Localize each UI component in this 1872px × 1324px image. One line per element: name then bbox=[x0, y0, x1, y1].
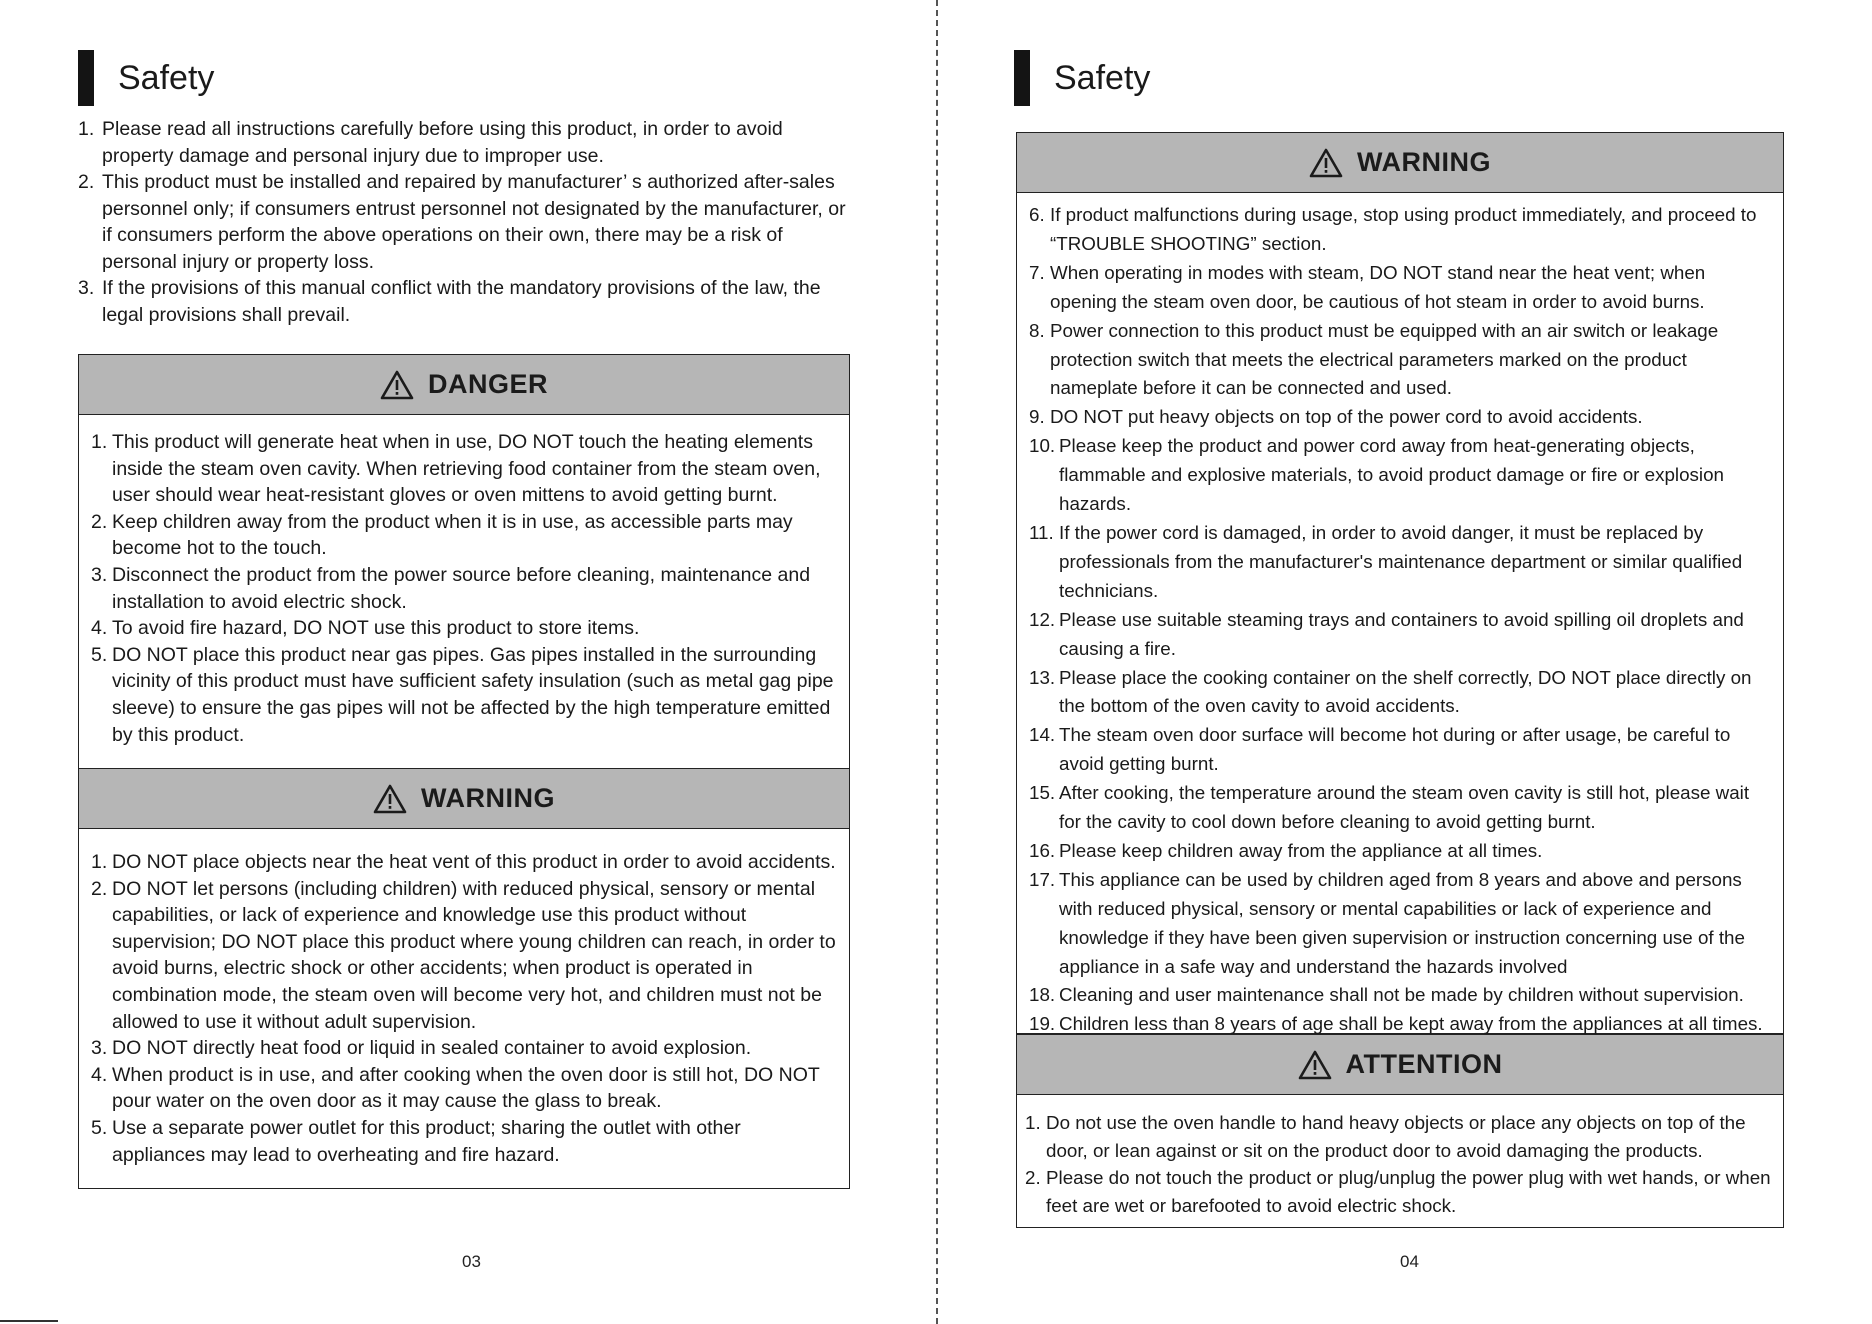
heading-bar bbox=[78, 50, 94, 106]
list-item: 6. If product malfunctions during usage, stop using product immediately, and proceed to “TROUBLE SHOOTING” section. bbox=[1029, 204, 1757, 254]
right-page-heading bbox=[1014, 50, 1150, 106]
list-item: 7. When operating in modes with steam, DO NOT stand near the heat vent; when opening the steam oven door, be cautious of hot steam in order to avoid burns. bbox=[1029, 261, 1706, 312]
list-item: 17. This appliance can be used by children aged from 8 years and above and persons with reduced physical, sensory or mental capabilities or lack of experience and knowledge if they have been given supervision or instruction concerning use of the appliance in a safe way and understand the hazards involved bbox=[1029, 868, 1745, 977]
list-item: 5. DO NOT place this product near gas pipes. Gas pipes installed in the surrounding vicinity of this product must have sufficient safety insulation (such as metal gag pipe sleeve) to ensure the gas pipes will not be affected by the high temperature emitted by this product. bbox=[91, 643, 834, 746]
warning-header bbox=[79, 769, 849, 829]
warning-triangle-icon bbox=[1309, 148, 1343, 178]
warning-title: WARNING bbox=[421, 783, 555, 813]
list-item: 8. Power connection to this product must be equipped with an air switch or leakage protection switch that meets the electrical parameters marked on the product nameplate before it can be connected and used. bbox=[1029, 319, 1719, 399]
warning-triangle-icon bbox=[373, 784, 407, 814]
attention-title: ATTENTION bbox=[1345, 1049, 1503, 1079]
list-item: 2. Keep children away from the product when it is in use, as accessible parts may become hot to the touch. bbox=[91, 510, 793, 560]
page-number: 04 bbox=[1400, 1252, 1419, 1271]
warning-triangle-icon bbox=[380, 370, 414, 400]
list-item: 2. Please do not touch the product or plug/unplug the power plug with wet hands, or when feet are wet or barefooted to avoid electric shock. bbox=[1025, 1167, 1771, 1216]
list-item: 4. When product is in use, and after cooking when the oven door is still hot, DO NOT pour water on the oven door as it may cause the glass to break. bbox=[91, 1063, 820, 1113]
page-title: Safety bbox=[1054, 58, 1151, 97]
page-number: 03 bbox=[462, 1252, 481, 1271]
list-item: 5. Use a separate power outlet for this product; sharing the outlet with other appliances may lead to overheating and fire hazard. bbox=[91, 1116, 741, 1166]
list-item: 12. Please use suitable steaming trays and containers to avoid spilling oil droplets and causing a fire. bbox=[1029, 608, 1744, 659]
attention-box bbox=[1016, 1034, 1784, 1228]
list-item: 1. DO NOT place objects near the heat vent of this product in order to avoid accidents. bbox=[91, 851, 836, 873]
list-item: 1. This product will generate heat when in use, DO NOT touch the heating elements inside the steam oven cavity. When retrieving food container from the steam oven, user should wear heat-resistant gloves or oven mittens to avoid getting burnt. bbox=[91, 431, 821, 507]
list-item: 14. The steam oven door surface will become hot during or after usage, be careful to avoid getting burnt. bbox=[1029, 724, 1731, 775]
list-item: 16. Please keep children away from the appliance at all times. bbox=[1029, 839, 1543, 861]
list-item: 3. DO NOT directly heat food or liquid in sealed container to avoid explosion. bbox=[91, 1037, 752, 1060]
warning-box bbox=[78, 768, 850, 1189]
danger-body bbox=[79, 415, 849, 748]
warning-triangle-icon bbox=[1298, 1050, 1332, 1080]
danger-header bbox=[79, 355, 849, 415]
danger-box bbox=[78, 354, 850, 770]
intro-list bbox=[78, 116, 850, 328]
list-item: 18. Cleaning and user maintenance shall not be made by children without supervision. bbox=[1029, 984, 1744, 1006]
list-item: 11. If the power cord is damaged, in order to avoid danger, it must be replaced by professionals from the manufacturer's maintenance department or similar qualified technicians. bbox=[1029, 521, 1743, 601]
list-item: 2. This product must be installed and repaired by manufacturer’ s authorized after-sales personnel only; if consumers entrust personnel not designated by the manufacturer, or if consumers perform the above operations on their own, there may be a risk of personal injury or property loss. bbox=[78, 171, 846, 273]
warning-body bbox=[79, 829, 849, 1168]
list-item: 4. To avoid fire hazard, DO NOT use this product to store items. bbox=[91, 617, 640, 640]
scan-mark bbox=[0, 1320, 58, 1322]
list-item: 3. Disconnect the product from the power source before cleaning, maintenance and installation to avoid electric shock. bbox=[91, 563, 811, 613]
attention-body bbox=[1017, 1095, 1783, 1219]
left-page bbox=[0, 0, 935, 1324]
warning-body bbox=[1017, 193, 1783, 1039]
warning-header bbox=[1017, 133, 1783, 193]
warning-box bbox=[1016, 132, 1784, 1034]
danger-title: DANGER bbox=[427, 369, 548, 399]
list-item: 10. Please keep the product and power cord away from heat-generating objects, flammable and explosive materials, to avoid product damage or fire or explosion hazards. bbox=[1029, 435, 1724, 515]
list-item: 1. Do not use the oven handle to hand heavy objects or place any objects on top of the door, or lean against or sit on the product door to avoid damaging the products. bbox=[1025, 1112, 1746, 1161]
list-item: 19. Children less than 8 years of age shall be kept away from the appliances at all times. bbox=[1029, 1013, 1763, 1035]
left-page-heading bbox=[78, 50, 214, 106]
list-item: 13. Please place the cooking container on the shelf correctly, DO NOT place directly on the bottom of the oven cavity to avoid accidents. bbox=[1029, 666, 1752, 717]
warning-title: WARNING bbox=[1357, 147, 1491, 177]
right-page bbox=[938, 0, 1872, 1324]
attention-header bbox=[1017, 1035, 1783, 1095]
list-item: 9. DO NOT put heavy objects on top of the power cord to avoid accidents. bbox=[1029, 406, 1643, 428]
list-item: 2. DO NOT let persons (including children) with reduced physical, sensory or mental capabilities, or lack of experience and knowledge use this product without supervision; DO NOT place this product where young children can reach, in order to avoid burns, electric shock or other accidents; when product is operated in combination mode, the steam oven will become very hot, and children must not be allowed to use it without adult supervision. bbox=[91, 877, 836, 1033]
list-item: 1. Please read all instructions carefully before using this product, in order to avoid property damage and personal injury due to improper use. bbox=[78, 118, 783, 167]
list-item: 3. If the provisions of this manual conflict with the mandatory provisions of the law, the legal provisions shall prevail. bbox=[78, 277, 821, 326]
heading-bar bbox=[1014, 50, 1030, 106]
page-title: Safety bbox=[118, 58, 215, 97]
list-item: 15. After cooking, the temperature around the steam oven cavity is still hot, please wait for the cavity to cool down before cleaning to avoid getting burnt. bbox=[1029, 782, 1750, 833]
